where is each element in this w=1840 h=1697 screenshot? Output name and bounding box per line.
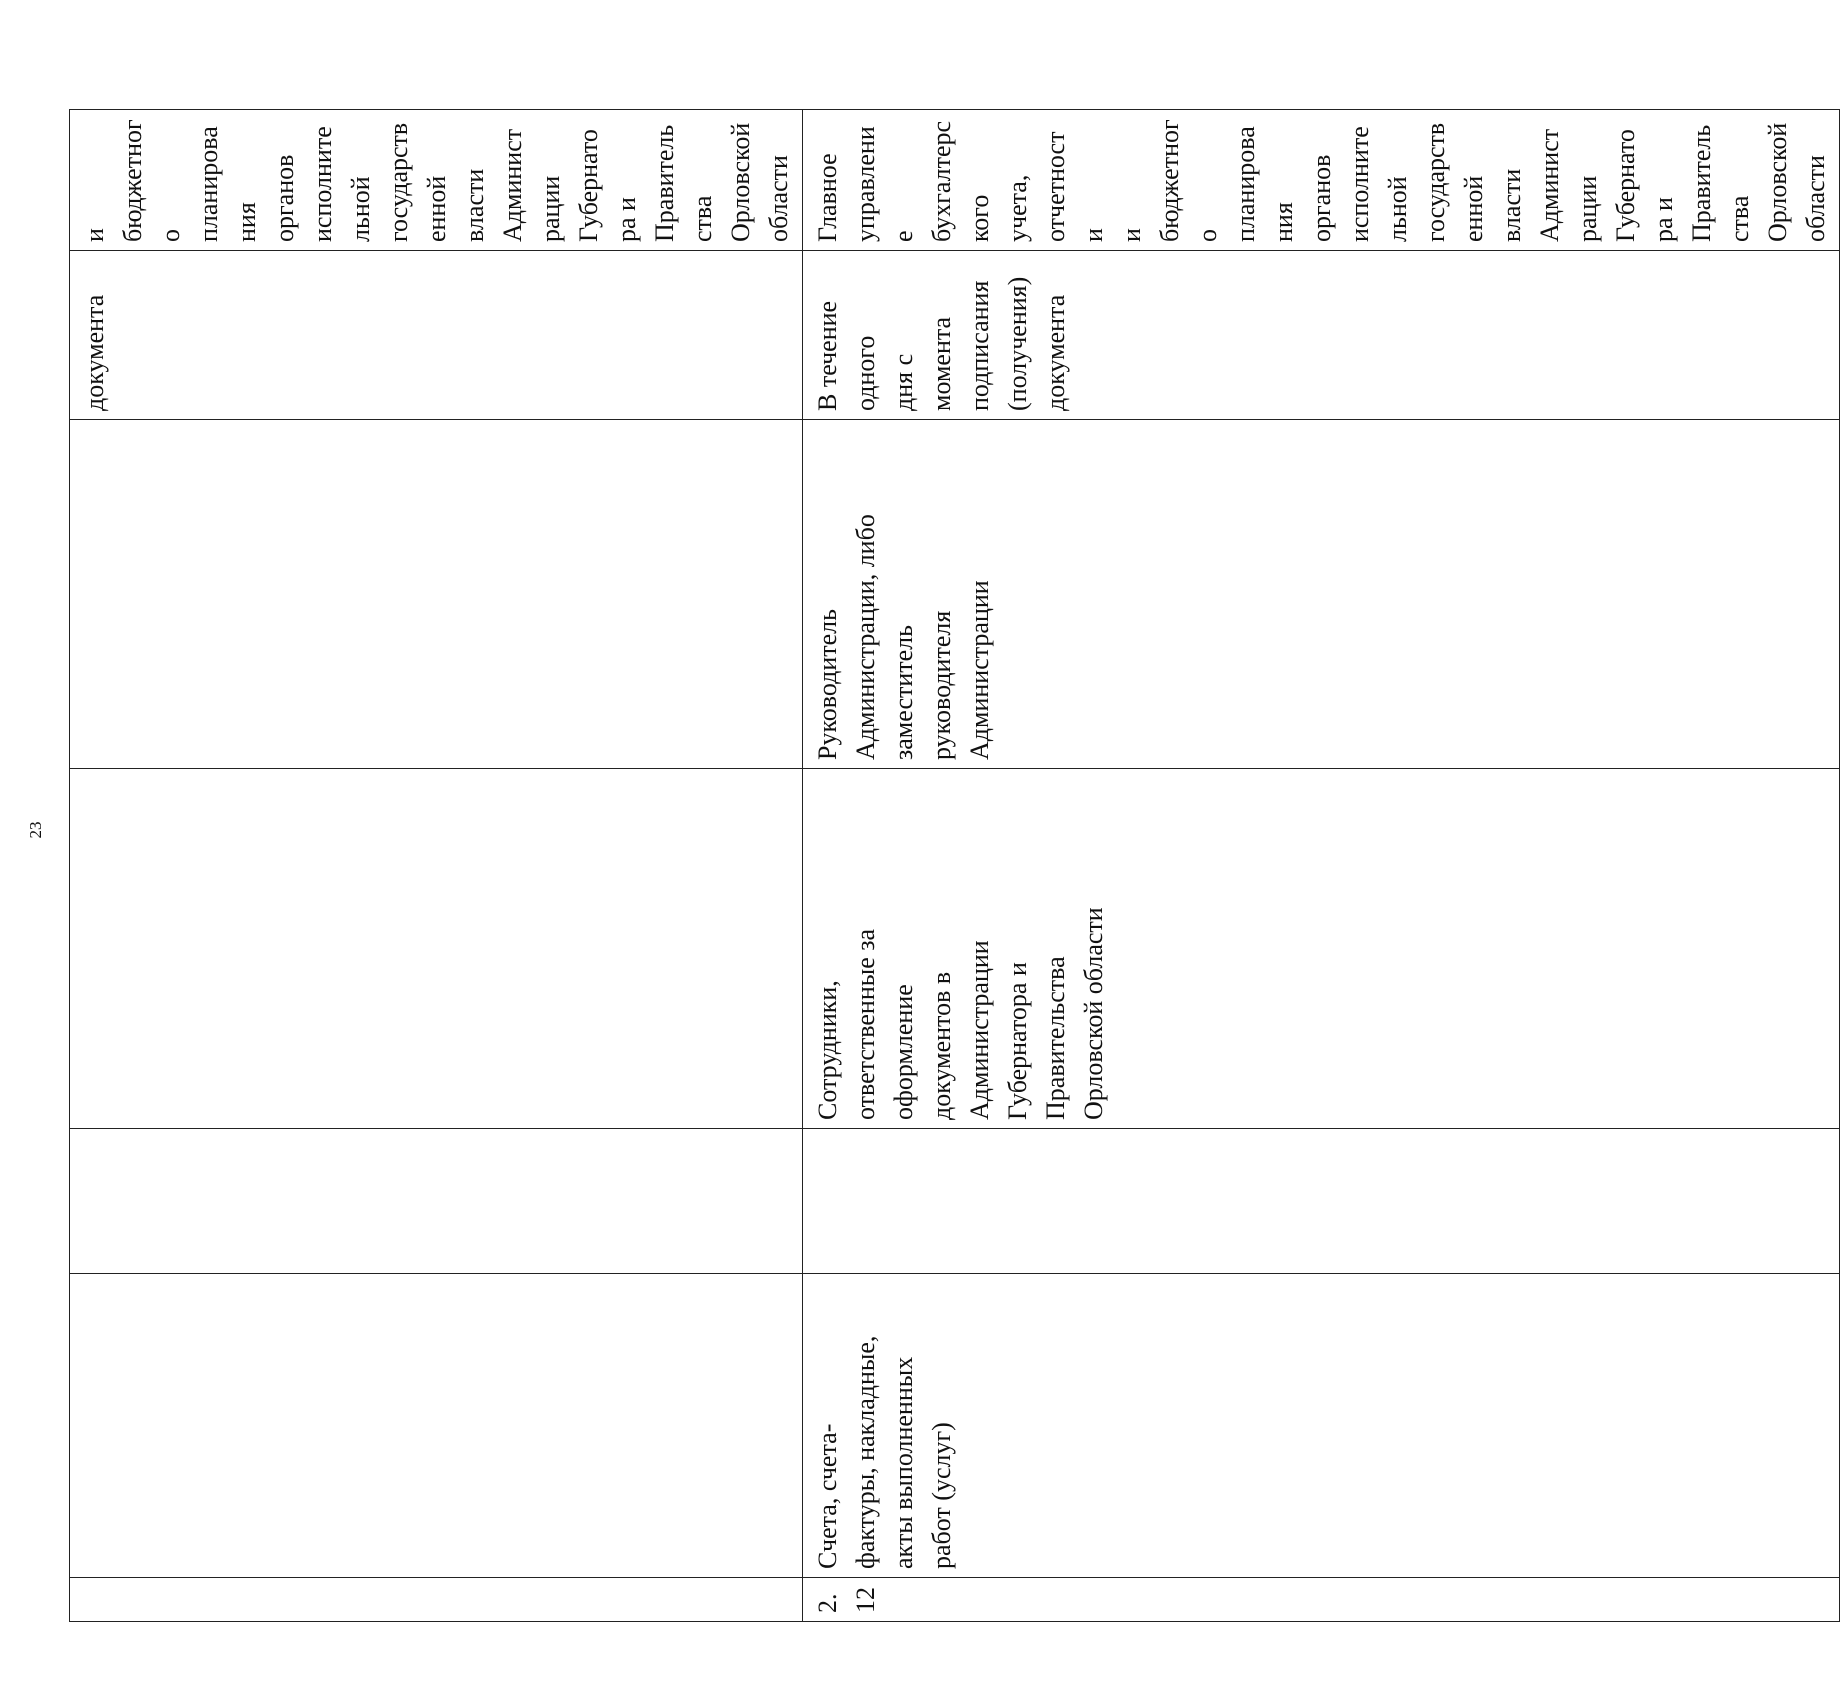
document-cell <box>70 1274 803 1578</box>
rotated-table-region <box>69 110 1830 1622</box>
column-3-cell <box>70 1129 803 1274</box>
recipient-cell: и бюджетного планирования органов исполнительной государственной власти Администрации Губернатора и Правительства Орловской области <box>70 110 803 251</box>
deadline-cell: документа <box>70 251 803 420</box>
row-number-cell <box>70 1578 803 1622</box>
executors-cell <box>70 769 803 1129</box>
executors-cell: Сотрудники, ответственные за оформление документов в Администрации Губернатора и Правительства Орловской области <box>803 769 1840 1129</box>
document-cell: Счета, счета- фактуры, накладные, акты выполненных работ (услуг) <box>803 1274 1840 1578</box>
recipient-cell: Главное управление бухгалтерского учета, отчетности и бюджетного планирования органов исполнительной государственной власти Администрации Губернатора и Правительства Орловской области <box>803 110 1840 251</box>
page-number-text: 23 <box>26 821 45 839</box>
deadline-cell: В течение одного дня с момента подписания (получения) документа <box>803 251 1840 420</box>
column-3-cell <box>803 1129 1840 1274</box>
table-wrapper <box>69 110 1830 1622</box>
page-number <box>24 810 48 850</box>
signers-cell: Руководитель Администрации, либо заместитель руководителя Администрации <box>803 420 1840 769</box>
signers-cell <box>70 420 803 769</box>
table-row <box>803 110 1840 1622</box>
document-table <box>69 109 1840 1622</box>
table-row <box>70 110 803 1622</box>
row-number-cell: 2.12 <box>803 1578 1840 1622</box>
